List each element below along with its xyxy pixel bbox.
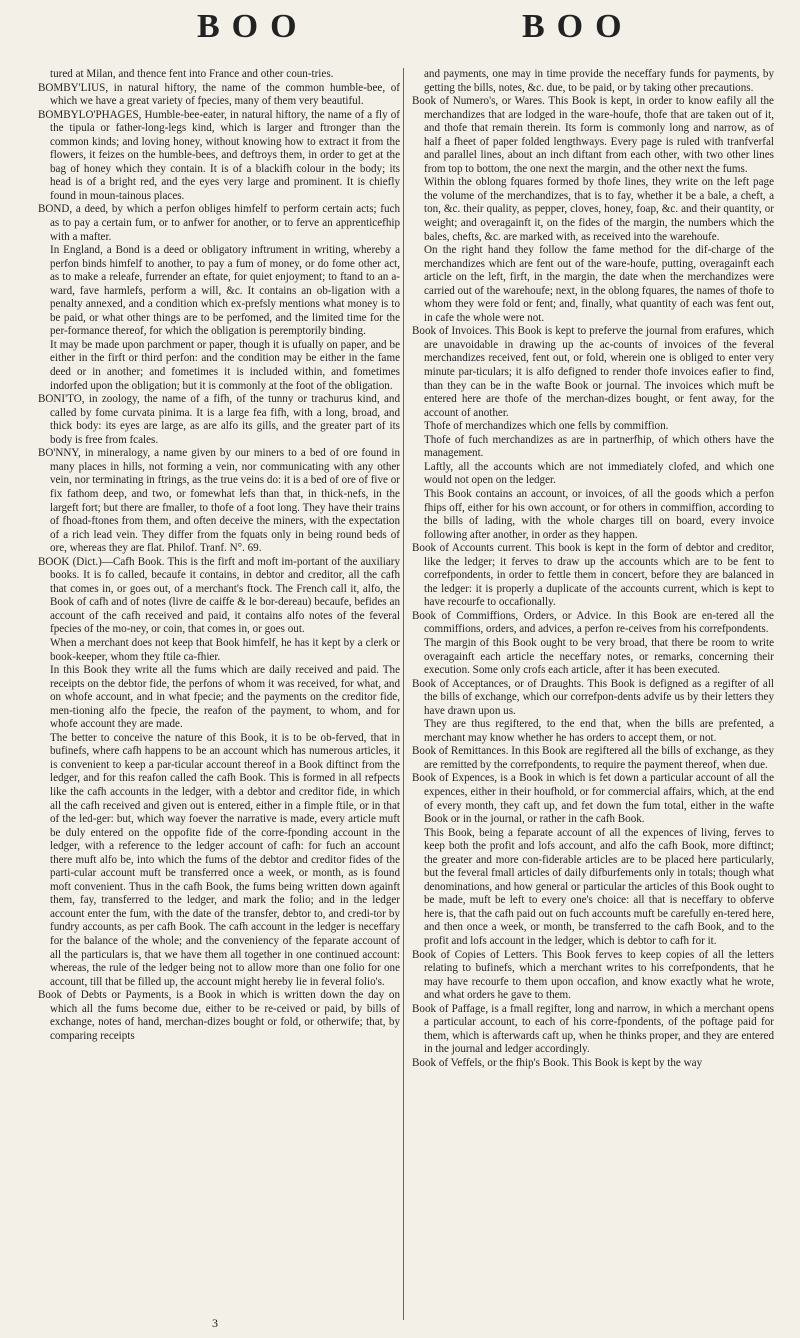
entry-paragraph: Within the oblong fquares formed by thofe lines, they write on the left page the volume of the merchandizes, that is to fay, whether it be a bale, a cheft, a ton, &c. their quality, as pepper, cloves, honey, foap, &c. and their quantity, or weight; and overagainft it, on the fides of the margin, the numbers which the bales, chefts, &c. are marked with, as received into the warehoufe. <box>424 176 774 243</box>
right-column <box>412 68 774 1318</box>
dictionary-entry: BO'NNY, in mineralogy, a name given by our miners to a bed of ore found in many places in hills, not forming a vein, nor communicating with any other vein, nor terminating in ftrings, as the true veins do: it is a bed of ore of five or fix fathom deep, and two, or fomewhat lefs than that, in thick-nefs, in the largeft fort; but there are fmaller, to thofe of a foot long. They have their trains of fhoad-ftones from them, and often deceive the miners, with the expectation of a rich lead vein. They differ from the fquats only in being round beds of ore, whereas they are flat. Philof. Tranf. N°. 69. <box>38 447 400 555</box>
left-column <box>38 68 400 1318</box>
dictionary-entry: BOOK (Dict.)—Cafh Book. This is the firft and moft im-portant of the auxiliary books. It is fo called, becaufe it contains, in debtor and creditor, all the cafh that comes in, or goes out, of a merchant's ftock. The French call it, alfo, the Book of cafh and of notes (livre de caiffe & le bor-dereau) becaufe, befides an account of the cafh received and paid, it contains alfo notes of the feveral fpecies of the mo-ney, or coin, that comes in, or goes out. <box>38 555 400 636</box>
dictionary-entry: BOMBYLO'PHAGES, Humble-bee-eater, in natural hiftory, the name of a fly of the tipula or father-long-legs kind, which is larger and ftronger than the common kinds; and loving honey, without knowing how to extract it from the flowers, it feizes on the humble-bees, and deftroys them, in order to get at the bag of honey which they contain. It is of a blackifh colour in the body; its head is of a bright red, and the eyes very large and prominent. It is chiefly found in moun-tainous places. <box>38 108 400 202</box>
dictionary-entry: Book of Debts or Payments, is a Book in which is written down the day on which all the fums become due, either to be re-ceived or paid, by bills of exchange, notes of hand, merchan-dizes bought or fold, or otherwife; that, by comparing receipts <box>38 989 400 1042</box>
column-divider <box>403 68 404 1320</box>
entry-paragraph: The better to conceive the nature of this Book, it is to be ob-ferved, that in bufinefs, where cafh happens to be an account which has numerous articles, it is convenient to keep a par-ticular account thereof in a Book diftinct from the ledger, and for this reafon called the cafh Book. This is formed in all refpects like the cafh accounts in the ledger, with a debtor and creditor fide, in which all the cafh received and given out is entered, either in a fimple ftile, or in that of the led-ger: but, which way foever the narrative is made, every article muft be duly entered on the oppofite fide of the corre-fponding account in the ledger, with a reference to the ledger account of cafh: for fuch an account there muft alfo be, into which the fums of the debtor and creditor fides of the parti-cular account muft be transferred once a week, or month, as is found moft convenient. Thus in the cafh Book, the fums being written down againft them, fay, transferred to the ledger, and mark the folio; and in the ledger account enter the fum, with the date of the transfer, debtor to, and credi-tor by fundry accounts, as per cafh Book. The cafh account in the ledger is neceffary for the balance of the whole; and the conveniency of the feparate account of all the particulars is, that we have them all together in one continued account: whereas, the rule of the ledger being not to allow more than one folio for one account, till that be filled up, the account might hereby lie in feveral folio's. <box>50 731 400 988</box>
entry-paragraph: On the right hand they follow the fame method for the dif-charge of the merchandizes which are fent out of the ware-houfe, putting, overagainft each article on the left, firft, in the margin, the date when the merchandizes were carried out of the warehoufe; next, in the oblong fquares, the names of thofe to whom they were fold or fent; and, finally, what quantity of each was fent out, in cafe the whole were not. <box>424 244 774 324</box>
dictionary-entry: BOND, a deed, by which a perfon obliges himfelf to perform certain acts; fuch as to pay a certain fum, or to anfwer for another, or to ferve an apprenticefhip with a mafter. <box>38 203 400 243</box>
entry-paragraph: It may be made upon parchment or paper, though it is ufually on paper, and be either in the firft or third perfon: and the condition may be either in the fame deed or in another; and fometimes it is included within, and fometimes indorfed upon the obligation; but it is commonly at the foot of the obligation. <box>50 338 400 392</box>
entry-paragraph: They are thus regiftered, to the end that, when the bills are prefented, a merchant may know whether he has orders to accept them, or not. <box>424 718 774 744</box>
entry-paragraph: When a merchant does not keep that Book himfelf, he has it kept by a clerk or book-keeper, whom they ftile ca-fhier. <box>50 636 400 663</box>
entry-paragraph: The margin of this Book ought to be very broad, that there be room to write overagainft each article the neceffary notes, or remarks, concerning their execution. Some only crofs each article, after it has been executed. <box>424 636 774 677</box>
running-head-right: BOO <box>522 8 634 45</box>
entry-paragraph: Thofe of fuch merchandizes as are in partnerfhip, of which others have the management. <box>424 433 774 460</box>
dictionary-entry: Book of Acceptances, or of Draughts. This Book is defigned as a regifter of all the bills of exchange, which our correfpon-dents advife us by their letters they have drawn upon us. <box>412 677 774 717</box>
dictionary-entry: BOMBY'LIUS, in natural hiftory, the name of the common humble-bee, of which we have a great variety of fpecies, many of them very beautiful. <box>38 81 400 108</box>
entry-paragraph: This Book, being a feparate account of all the expences of living, ferves to keep both the profit and lofs account, and alfo the cafh Book, more diftinct; the greater and more con-fiderable articles are to be placed here particularly, but the feveral fmall articles of daily difburfements only in totals; though what denominations, and how general or particular the articles of this Book ought to be made, muft be left to every one's choice: all that is neceffary to obferve here is, that the cafh paid out on fuch accounts muft be carefully en-tered here, and then once a week, or month, be transferred to the cafh Book, and to the profit and lofs account in the ledger, which is debtor to cafh for it. <box>424 826 774 947</box>
dictionary-entry: Book of Numero's, or Wares. This Book is kept, in order to know eafily all the merchandizes that are lodged in the ware-houfe, thofe that are taken out of it, and thofe that remain therein. Its form is commonly long and narrow, as of half a fheet of paper folded lengthways. Every page is ruled with tranfverfal and parallel lines, about an inch diftant from each other, with two other lines from top to bottom, the one next the margin, and the other next the fums. <box>412 95 774 175</box>
dictionary-entry: Book of Accounts current. This book is kept in the form of debtor and creditor, like the ledger; it ferves to draw up the accounts which are to be fent to correfpondents, in order to fettle them in concert, before they are balanced in the ledger: it is properly a duplicate of the accounts current, which is kept to have recourfe to occafionally. <box>412 542 774 609</box>
dictionary-entry: Book of Invoices. This Book is kept to preferve the journal from erafures, which are unavoidable in drawing up the ac-counts of invoices of the feveral merchandizes received, fent out, or fold, wherein one is obliged to enter very minute par-ticulars; it is alfo defigned to render thofe invoices eafier to find, than they can be in the wafte Book or journal. The invoices which muft be entered here are thofe of the merchan-dizes bought, or fent away, for the account of another. <box>412 325 774 419</box>
entry-paragraph: and payments, one may in time provide the neceffary funds for payments, by getting the bills, notes, &c. due, to be paid, or by taking other precautions. <box>424 68 774 94</box>
dictionary-entry: Book of Remittances. In this Book are regiftered all the bills of exchange, as they are remitted by the correfpondents, to require the payment thereof, when due. <box>412 745 774 771</box>
dictionary-entry: BONI'TO, in zoology, the name of a fifh, of the tunny or trachurus kind, and called by fome curvata pinima. It is a large fea fifh, with a long, broad, and thick body: its eyes are large, as are alfo its gills, and the greater part of its body is free from fcales. <box>38 393 400 446</box>
dictionary-entry: Book of Commiffions, Orders, or Advice. In this Book are en-tered all the commiffions, orders, and advices, a perfon re-ceives from his correfpondents. <box>412 609 774 636</box>
running-header <box>0 8 800 58</box>
dictionary-entry: Book of Veffels, or the fhip's Book. This Book is kept by the way <box>412 1056 703 1069</box>
entry-paragraph: This Book contains an account, or invoices, of all the goods which a perfon fhips off, either for his own account, or for others in commiffion, according to the bills of lading, with the whole charges till on board, every invoice following after another, in order as they happen. <box>424 487 774 541</box>
running-head-left: BOO <box>197 8 309 45</box>
entry-paragraph: Laftly, all the accounts which are not immediately clofed, and which one would not open on the ledger. <box>424 460 774 487</box>
dictionary-entry: Book of Expences, is a Book in which is fet down a particular account of all the expences, either in their houfhold, or for commercial affairs, which, at the end of every month, they caft up, and fet down the fum total, either in the wafte Book or in the journal, or rather in the cafh Book. <box>412 772 774 826</box>
entry-paragraph: In this Book they write all the fums which are daily received and paid. The receipts on the debtor fide, the perfons of whom it was received, for what, and on whofe account, and in what fpecie; and the payments on the creditor fide, men-tioning alfo the fpecie, the reafon of the payment, to whom, and for whofe account they are made. <box>50 664 400 731</box>
entry-paragraph: In England, a Bond is a deed or obligatory inftrument in writing, whereby a perfon binds himfelf to another, to pay a fum of money, or do fome other act, as to make a releafe, furrender an eftate, for quiet enjoyment; to ftand to an a-ward, fave harmlefs, perform a will, &c. It contains an ob-ligation with a penalty annexed, and a condition which ex-prefsly mentions what money is to be paid, or what other things are to be perfomed, and the limited time for the per-formance thereof, for which the obligation is peremptorily binding. <box>50 244 400 338</box>
entry-paragraph: tured at Milan, and thence fent into France and other coun-tries. <box>50 68 334 80</box>
signature-mark: 3 <box>212 1316 218 1330</box>
entry-paragraph: Thofe of merchandizes which one fells by commiffion. <box>424 420 669 433</box>
dictionary-entry: Book of Paffage, is a fmall regifter, long and narrow, in which a merchant opens a particular account, to each of his corre-fpondents, of the poftage paid for them, which is afterwards caft up, when he thinks proper, and they are entered in the journal and ledger accordingly. <box>412 1002 774 1056</box>
dictionary-entry: Book of Copies of Letters. This Book ferves to keep copies of all the letters relating to bufinefs, which a merchant writes to his correfpondents, that he may have recourfe to them upon occafion, and know exactly what he wrote, and what orders he gave to them. <box>412 948 774 1002</box>
